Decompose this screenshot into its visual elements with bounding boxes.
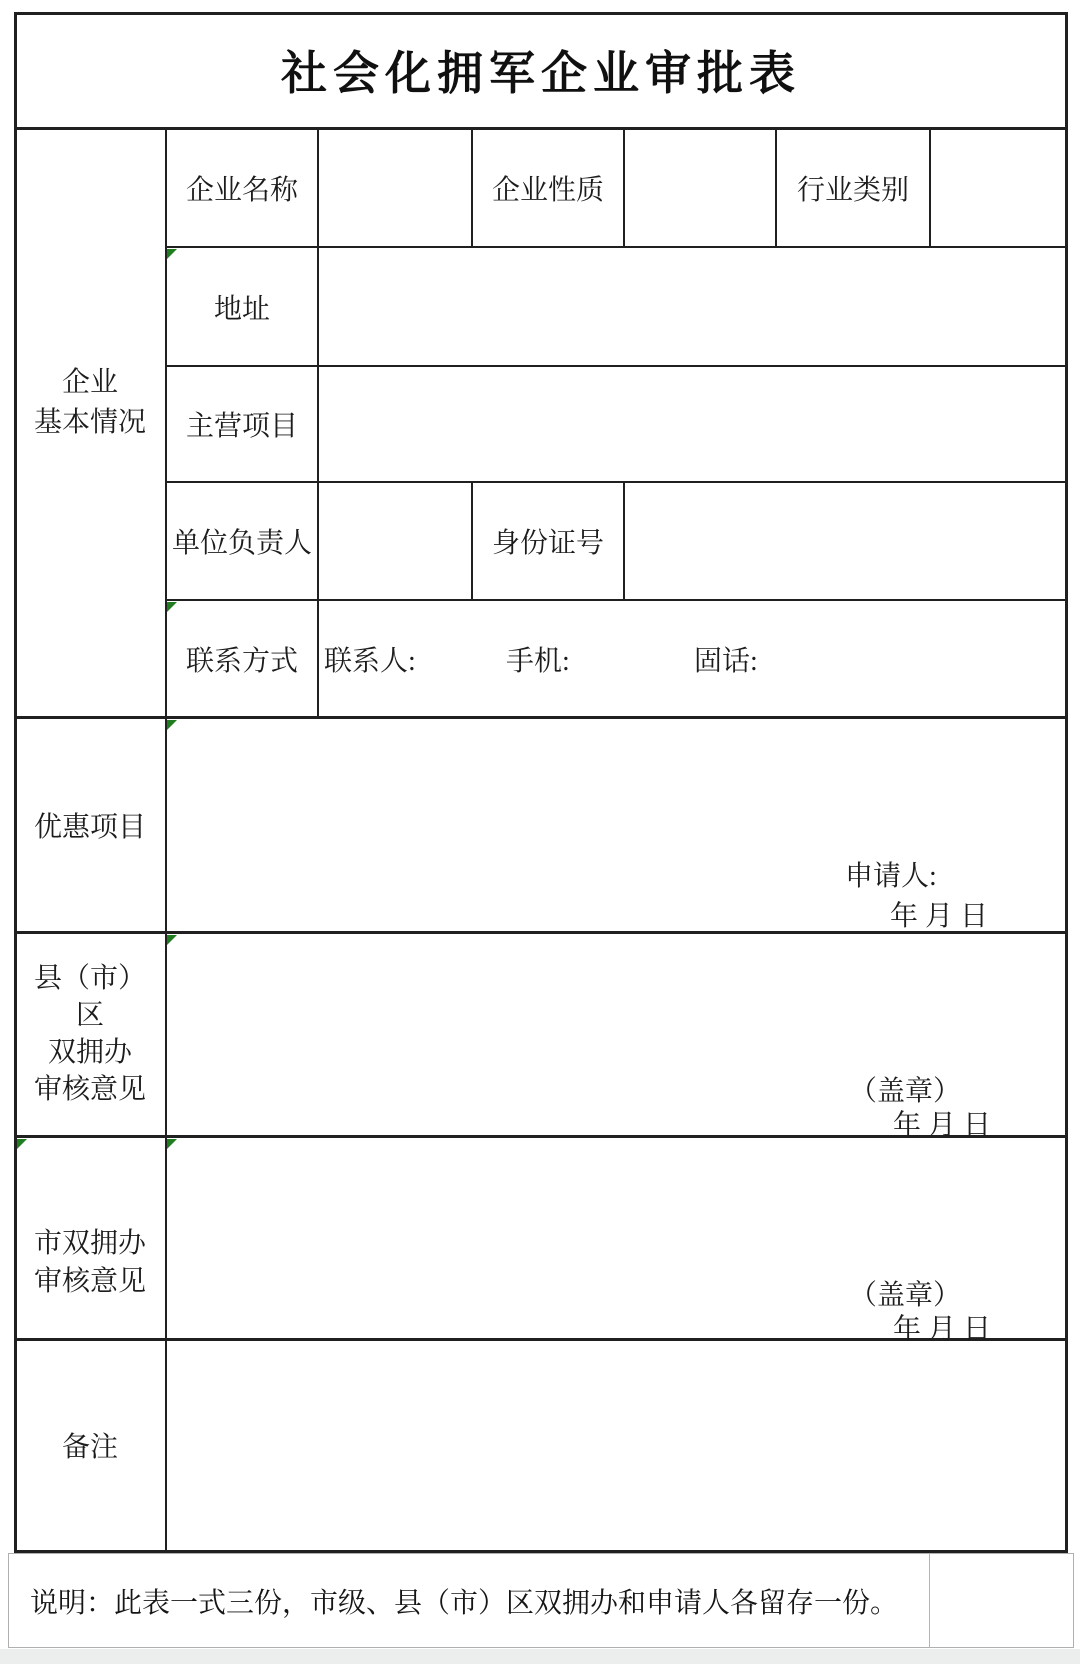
- company-name-label: 企业名称: [185, 175, 298, 206]
- basic-info-section-label-line2: 基本情况: [33, 407, 146, 438]
- county-review-label-line1: 县（市）: [33, 963, 146, 994]
- footnote-right-cell: [930, 1553, 1074, 1648]
- contact-method-label: 联系方式: [185, 646, 298, 677]
- main-business-value-cell: [318, 366, 1068, 482]
- county-seal-label: （盖章）: [849, 1076, 962, 1107]
- applicant-date-line: 年 月 日: [890, 901, 989, 932]
- contact-method-value-cell: [318, 600, 1068, 718]
- preferential-items-label: 优惠项目: [33, 812, 146, 843]
- remarks-content-cell: [166, 1340, 1068, 1550]
- company-nature-value-cell: [624, 129, 776, 247]
- address-label: 地址: [213, 293, 270, 325]
- industry-category-value-cell: [930, 129, 1068, 247]
- industry-category-label: 行业类别: [796, 175, 909, 206]
- company-nature-label: 企业性质: [491, 175, 604, 206]
- contact-person-label: 联系人:: [324, 646, 416, 677]
- id-number-value-cell: [624, 482, 1068, 600]
- county-date-line: 年 月 日: [893, 1110, 992, 1141]
- city-seal-label: （盖章）: [849, 1280, 962, 1311]
- city-date-line: 年 月 日: [893, 1314, 992, 1345]
- city-review-section-label: [14, 1137, 166, 1338]
- bottom-gray-strip: [0, 1649, 1080, 1664]
- form-title: 社会化拥军企业审批表: [281, 46, 801, 99]
- landline-label: 固话:: [694, 646, 758, 677]
- grid-line: [14, 12, 1068, 15]
- basic-info-section-label: [14, 129, 166, 717]
- county-review-label-line4: 审核意见: [33, 1074, 146, 1105]
- id-number-label: 身份证号: [491, 528, 604, 559]
- unit-head-label: 单位负责人: [171, 528, 312, 559]
- comment-marker-icon: [167, 249, 177, 259]
- county-review-section-label: [14, 933, 166, 1135]
- remarks-label: 备注: [61, 1432, 118, 1463]
- city-review-label-line2: 审核意见: [33, 1265, 146, 1297]
- comment-marker-icon: [167, 720, 177, 730]
- comment-marker-icon: [17, 1139, 27, 1149]
- unit-head-value-cell: [318, 482, 472, 600]
- applicant-label: 申请人:: [845, 861, 937, 892]
- basic-info-section-label-line1: 企业: [61, 367, 118, 398]
- comment-marker-icon: [167, 935, 177, 945]
- city-review-label-line1: 市双拥办: [33, 1227, 146, 1259]
- county-review-label-line3: 双拥办: [47, 1037, 132, 1068]
- county-review-label-line2: 区: [75, 1000, 104, 1031]
- footnote-text: 说明：此表一式三份，市级、县（市）区双拥办和申请人各留存一份。: [30, 1587, 899, 1619]
- mobile-label: 手机:: [506, 646, 570, 677]
- main-business-label: 主营项目: [185, 411, 298, 442]
- address-value-cell: [318, 247, 1068, 366]
- company-name-value-cell: [318, 129, 472, 247]
- comment-marker-icon: [167, 602, 177, 612]
- comment-marker-icon: [167, 1139, 177, 1149]
